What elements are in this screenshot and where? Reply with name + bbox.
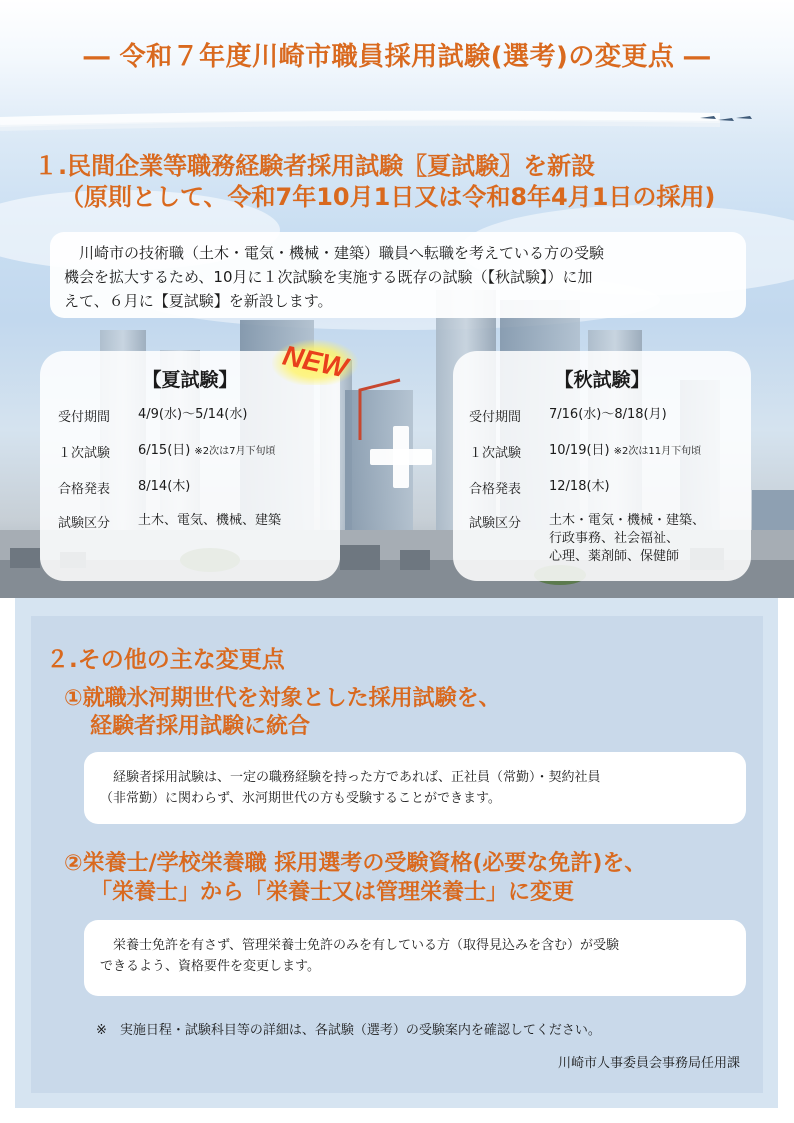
- item1-heading: ①就職氷河期世代を対象とした採用試験を、: [64, 686, 501, 711]
- summer-exam-panel: [40, 351, 340, 581]
- new-badge-text: NEW: [280, 339, 351, 384]
- intro-box: [50, 232, 746, 318]
- row-value: 7/16(水)～8/18(月): [549, 407, 667, 422]
- new-badge: [272, 335, 358, 385]
- row-value: 10/19(日): [549, 443, 610, 458]
- row-label: １次試験: [469, 446, 522, 461]
- row-label: 受付期間: [58, 410, 111, 425]
- row-value: 12/18(木): [549, 479, 610, 494]
- row-note: ※2次は7月下旬頃: [194, 446, 276, 457]
- item2-heading: ②栄養士/学校栄養職 採用選考の受験資格(必要な免許)を、: [64, 851, 647, 876]
- row-label: １次試験: [58, 446, 111, 461]
- page-title: ― 令和７年度川崎市職員採用試験(選考)の変更点 ―: [83, 42, 711, 72]
- item1-text-box: [84, 752, 746, 824]
- item2-heading: 「栄養士」から「栄養士又は管理栄養士」に変更: [90, 880, 575, 905]
- summer-exam-heading: 【夏試験】: [142, 369, 238, 391]
- row-value: 土木、電気、機械、建築: [138, 513, 282, 528]
- row-value: 心理、薬剤師、保健師: [549, 549, 680, 564]
- row-label: 合格発表: [469, 482, 522, 497]
- row-value: 行政事務、社会福祉、: [549, 531, 680, 546]
- intro-line: 機会を拡大するため、10月に１次試験を実施する既存の試験（【秋試験】）に加: [64, 268, 593, 286]
- row-value: 4/9(水)～5/14(水): [138, 407, 248, 422]
- row-label: 試験区分: [58, 516, 111, 531]
- item1-body: 経験者採用試験は、一定の職務経験を持った方であれば、正社員（常勤）・契約社員: [100, 770, 601, 785]
- item2-text-box: [84, 920, 746, 996]
- intro-line: 川崎市の技術職（土木・電気・機械・建築）職員へ転職を考えている方の受験: [64, 244, 605, 262]
- row-label: 受付期間: [469, 410, 522, 425]
- row-value: 6/15(日): [138, 443, 191, 458]
- plus-icon: [368, 424, 434, 490]
- footnote: ※ 実施日程・試験科目等の詳細は、各試験（選考）の受験案内を確認してください。: [96, 1023, 601, 1038]
- intro-line: えて、６月に【夏試験】を新設します。: [64, 292, 333, 310]
- item1-heading: 経験者採用試験に統合: [90, 714, 311, 739]
- section1-heading: １.民間企業等職務経験者採用試験〖夏試験〗を新設: [34, 152, 596, 180]
- row-label: 合格発表: [58, 482, 111, 497]
- item2-body: できるよう、資格要件を変更します。: [100, 959, 320, 974]
- row-value: 8/14(木): [138, 479, 191, 494]
- row-note: ※2次は11月下旬頃: [613, 446, 702, 457]
- section2-heading: ２.その他の主な変更点: [46, 647, 285, 673]
- item1-body: （非常勤）に関わらず、氷河期世代の方も受験することができます。: [100, 791, 501, 806]
- autumn-exam-panel: [453, 351, 751, 581]
- row-label: 試験区分: [469, 516, 522, 531]
- row-value: 土木・電気・機械・建築、: [549, 513, 706, 528]
- autumn-exam-heading: 【秋試験】: [554, 369, 650, 391]
- office-name: 川崎市人事委員会事務局任用課: [557, 1056, 740, 1071]
- item2-body: 栄養士免許を有さず、管理栄養士免許のみを有している方（取得見込みを含む）が受験: [100, 938, 619, 953]
- section1-subheading: （原則として、令和7年10月1日又は令和8年4月1日の採用): [60, 183, 716, 211]
